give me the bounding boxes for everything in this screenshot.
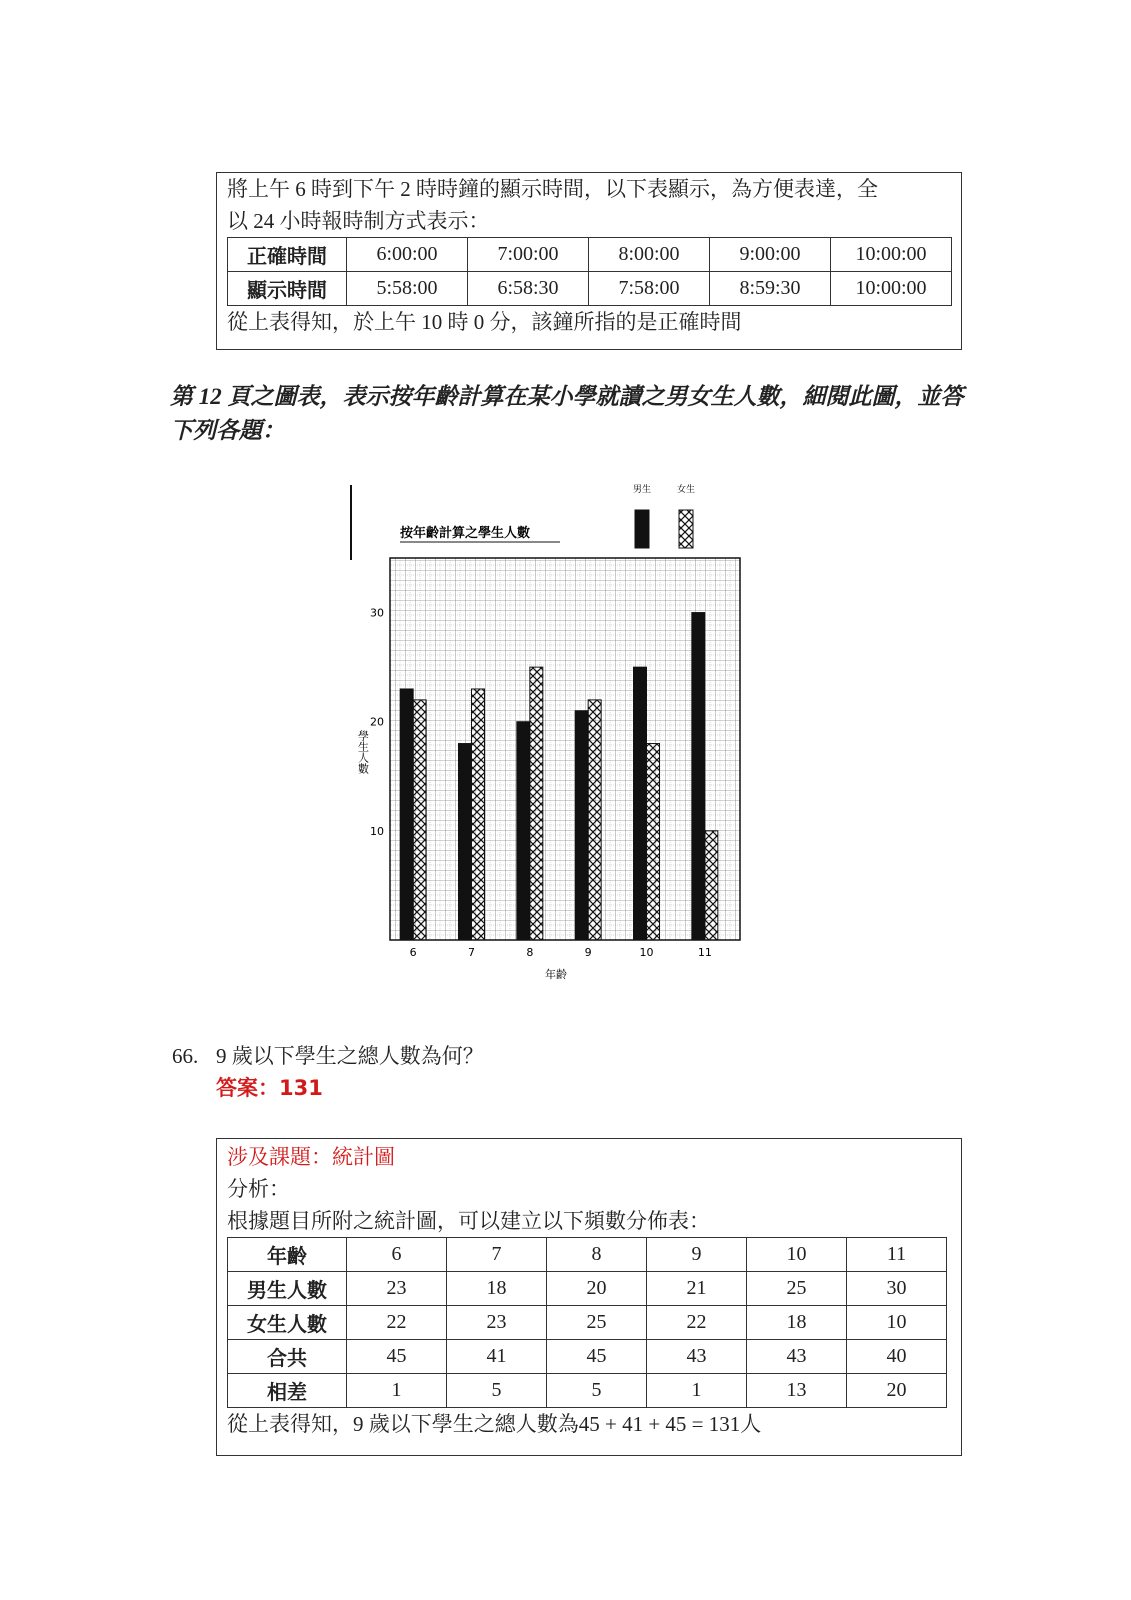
x-tick-label: 7 [468, 946, 475, 959]
y-tick-label: 10 [370, 824, 384, 838]
table-cell: 20 [547, 1272, 647, 1306]
table-cell: 30 [847, 1272, 947, 1306]
bar-boys-8 [517, 722, 530, 940]
x-tick-label: 10 [639, 946, 654, 959]
table-row [228, 1272, 947, 1306]
analysis-lead: 根據題目所附之統計圖，可以建立以下頻數分佈表： [227, 1209, 710, 1233]
topic-heading: 涉及課題：統計圖 [227, 1145, 395, 1169]
table-cell: 41 [447, 1340, 547, 1374]
table-cell: 11 [847, 1238, 947, 1272]
section-intro [170, 380, 970, 448]
table-cell: 7:58:00 [589, 272, 710, 306]
intro-line-1: 第 12 頁之圖表，表示按年齡計算在某小學就讀之男女生人數，細閱此圖，並答 [170, 384, 964, 409]
answer-text: 答案：131 [216, 1076, 323, 1100]
plot-area [390, 558, 740, 940]
table-cell: 23 [447, 1306, 547, 1340]
bar-boys-6 [400, 689, 413, 940]
table-cell: 8:59:30 [710, 272, 831, 306]
clock-intro-line-1: 將上午 6 時到下午 2 時時鐘的顯示時間，以下表顯示，為方便表達，全 [227, 177, 878, 201]
table-cell: 45 [547, 1340, 647, 1374]
table-cell: 1 [347, 1374, 447, 1408]
clock-table-box [216, 172, 962, 350]
legend-swatch-girls [679, 510, 693, 548]
question-66 [172, 1040, 484, 1072]
table-cell: 6:00:00 [347, 238, 468, 272]
table-cell: 45 [347, 1340, 447, 1374]
analysis-box [216, 1138, 962, 1456]
table-cell: 21 [647, 1272, 747, 1306]
row-label: 顯示時間 [228, 272, 347, 306]
table-row [228, 1340, 947, 1374]
table-cell: 8:00:00 [589, 238, 710, 272]
bar-boys-10 [634, 667, 647, 940]
table-cell: 25 [747, 1272, 847, 1306]
frequency-table [227, 1237, 947, 1408]
table-cell: 5:58:00 [347, 272, 468, 306]
chart-legend [633, 483, 695, 548]
table-cell: 5 [447, 1374, 547, 1408]
bar-girls-6 [413, 700, 426, 940]
clock-table [227, 237, 952, 306]
x-tick-label: 9 [584, 946, 592, 959]
table-cell: 13 [747, 1374, 847, 1408]
x-tick-label: 6 [409, 946, 417, 959]
table-cell: 10:00:00 [831, 272, 952, 306]
table-cell: 20 [847, 1374, 947, 1408]
table-cell: 10 [847, 1306, 947, 1340]
legend-swatch-boys [635, 510, 649, 548]
legend-label: 男生 [632, 485, 652, 495]
bar-girls-11 [705, 831, 718, 940]
table-row [228, 238, 952, 272]
row-label: 相差 [228, 1374, 347, 1408]
table-cell: 23 [347, 1272, 447, 1306]
table-cell: 10 [747, 1238, 847, 1272]
table-cell: 9 [647, 1238, 747, 1272]
table-cell: 40 [847, 1340, 947, 1374]
clock-conclusion: 從上表得知，於上午 10 時 0 分，該鐘所指的是正確時間 [227, 310, 742, 334]
bar-boys-7 [459, 744, 472, 940]
table-cell: 18 [747, 1306, 847, 1340]
intro-line-2: 下列各題： [170, 418, 285, 443]
question-number: 66. [172, 1044, 199, 1068]
chart-title: 按年齡計算之學生人數 [400, 526, 531, 541]
bar-girls-10 [647, 744, 660, 940]
table-row [228, 1238, 947, 1272]
table-cell: 18 [447, 1272, 547, 1306]
x-axis-label: 年齡 [545, 968, 567, 981]
table-cell: 5 [547, 1374, 647, 1408]
legend-label: 女生 [676, 485, 696, 495]
table-cell: 22 [347, 1306, 447, 1340]
table-cell: 7 [447, 1238, 547, 1272]
x-tick-label: 11 [697, 946, 712, 959]
table-cell: 43 [647, 1340, 747, 1374]
table-cell: 43 [747, 1340, 847, 1374]
row-label: 合共 [228, 1340, 347, 1374]
table-cell: 9:00:00 [710, 238, 831, 272]
x-tick-label: 8 [526, 946, 534, 959]
question-text: 9 歲以下學生之總人數為何？ [216, 1044, 484, 1068]
y-axis-label: 學生人數 [356, 730, 370, 774]
row-label: 正確時間 [228, 238, 347, 272]
y-tick-label: 20 [370, 715, 384, 729]
row-label: 女生人數 [228, 1306, 347, 1340]
table-cell: 1 [647, 1374, 747, 1408]
analysis-conclusion: 從上表得知，9 歲以下學生之總人數為45 + 41 + 45 = 131人 [227, 1412, 762, 1436]
row-label: 男生人數 [228, 1272, 347, 1306]
table-cell: 8 [547, 1238, 647, 1272]
table-row [228, 1306, 947, 1340]
bar-boys-9 [575, 711, 588, 940]
bar-girls-8 [530, 667, 543, 940]
bar-girls-7 [472, 689, 485, 940]
table-cell: 6 [347, 1238, 447, 1272]
table-cell: 22 [647, 1306, 747, 1340]
clock-intro-line-2: 以 24 小時報時制方式表示： [227, 209, 490, 233]
table-row [228, 272, 952, 306]
row-label: 年齡 [228, 1238, 347, 1272]
bar-girls-9 [588, 700, 601, 940]
bar-boys-11 [692, 613, 705, 940]
table-row [228, 1374, 947, 1408]
table-cell: 6:58:30 [468, 272, 589, 306]
table-cell: 10:00:00 [831, 238, 952, 272]
table-cell: 7:00:00 [468, 238, 589, 272]
analysis-label: 分析： [227, 1177, 290, 1201]
student-count-chart [345, 480, 775, 990]
y-tick-label: 30 [370, 606, 384, 620]
table-cell: 25 [547, 1306, 647, 1340]
